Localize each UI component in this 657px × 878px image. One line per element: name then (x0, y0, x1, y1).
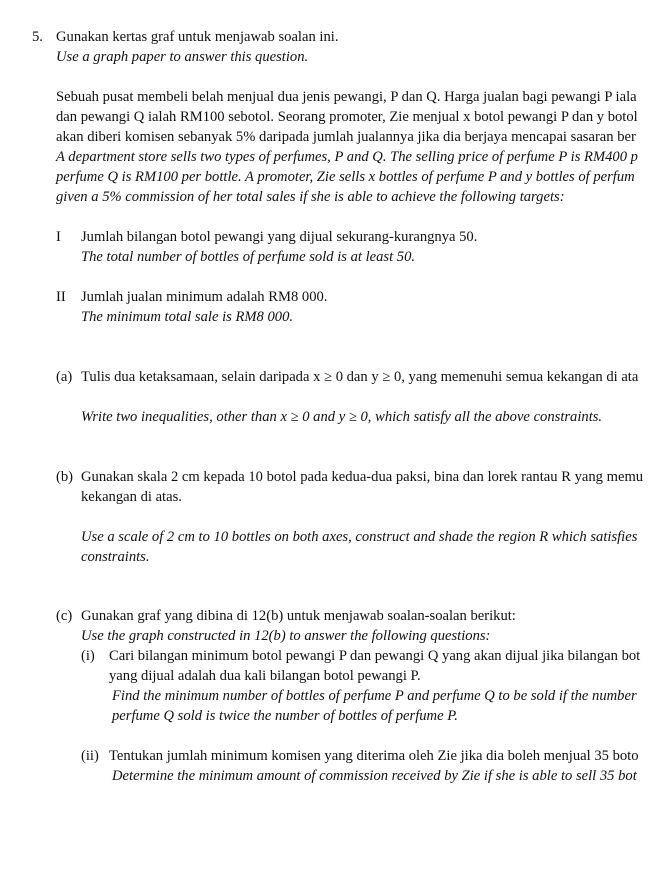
part-a-english: Write two inequalities, other than x ≥ 0 and y ≥ 0, which satisfy all the above constraints. (81, 409, 603, 425)
question-number: 5. (32, 29, 43, 45)
part-c-i-malay-line: yang dijual adalah dua kali bilangan botol pewangi P. (109, 668, 421, 684)
condition-label: II (56, 289, 66, 305)
part-b-malay-line: kekangan di atas. (81, 489, 182, 505)
stem-english-line: A department store sells two types of perfumes, P and Q. The selling price of perfume P is RM400 p (56, 149, 638, 165)
part-a-malay: Tulis dua ketaksamaan, selain daripada x ≥ 0 dan y ≥ 0, yang memenuhi semua kekangan di ata (81, 369, 639, 385)
part-c-label: (c) (56, 608, 73, 624)
condition-malay: Jumlah jualan minimum adalah RM8 000. (81, 289, 328, 305)
part-c-i-malay-line: Cari bilangan minimum botol pewangi P dan pewangi Q yang akan dijual jika bilangan bot (109, 648, 641, 664)
part-c-english: Use the graph constructed in 12(b) to answer the following questions: (81, 628, 491, 644)
part-b-english-line: constraints. (81, 549, 150, 565)
instruction-malay: Gunakan kertas graf untuk menjawab soalan ini. (56, 29, 339, 45)
part-c-ii-label: (ii) (81, 748, 99, 764)
condition-english: The minimum total sale is RM8 000. (81, 309, 294, 325)
condition-english: The total number of bottles of perfume sold is at least 50. (81, 249, 416, 265)
part-b-malay-line: Gunakan skala 2 cm kepada 10 botol pada kedua-dua paksi, bina dan lorek rantau R yang memu (81, 469, 644, 485)
part-c-ii-malay-line: Tentukan jumlah minimum komisen yang diterima oleh Zie jika dia boleh menjual 35 boto (109, 748, 639, 764)
stem-malay-line: dan pewangi Q ialah RM100 sebotol. Seorang promoter, Zie menjual x botol pewangi P dan y botol (56, 109, 638, 125)
condition-malay: Jumlah bilangan botol pewangi yang dijual sekurang-kurangnya 50. (81, 229, 478, 245)
part-c-malay: Gunakan graf yang dibina di 12(b) untuk menjawab soalan-soalan berikut: (81, 608, 516, 624)
instruction-english: Use a graph paper to answer this question. (56, 49, 309, 65)
part-c-i-english-line: Find the minimum number of bottles of perfume P and perfume Q to be sold if the number (112, 688, 637, 704)
part-c-i-english-line: perfume Q sold is twice the number of bottles of perfume P. (112, 708, 458, 724)
stem-english-line: perfume Q is RM100 per bottle. A promoter, Zie sells x bottles of perfume P and y bottles of perfum (56, 169, 635, 185)
part-c-ii-english-line: Determine the minimum amount of commission received by Zie if she is able to sell 35 bot (112, 768, 637, 784)
part-b-label: (b) (56, 469, 74, 485)
part-b-english-line: Use a scale of 2 cm to 10 bottles on both axes, construct and shade the region R which satisfies (81, 529, 638, 545)
part-a-label: (a) (56, 369, 73, 385)
condition-label: I (56, 229, 61, 245)
stem-malay-line: Sebuah pusat membeli belah menjual dua jenis pewangi, P dan Q. Harga jualan bagi pewangi P iala (56, 89, 637, 105)
part-c-i-label: (i) (81, 648, 95, 664)
stem-english-line: given a 5% commission of her total sales if she is able to achieve the following targets: (56, 189, 565, 205)
stem-malay-line: akan diberi komisen sebanyak 5% daripada jumlah jualannya jika dia berjaya mencapai sasaran ber (56, 129, 636, 145)
